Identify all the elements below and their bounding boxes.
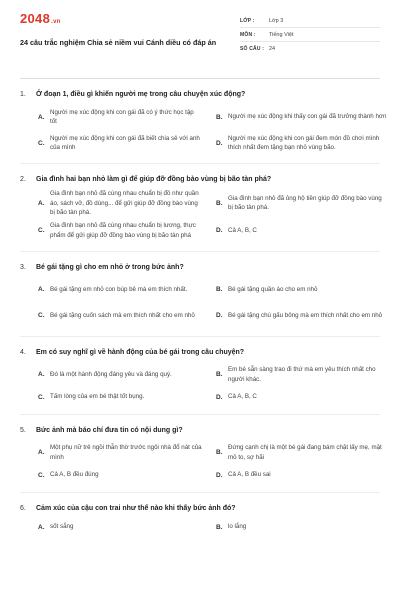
answer-options	[20, 440, 380, 485]
meta-row-subject	[240, 28, 380, 42]
option-letter: B.	[216, 523, 223, 531]
meta-row-class	[240, 14, 380, 28]
answer-options	[20, 518, 380, 537]
question-header	[20, 426, 380, 435]
question-text: Cảm xúc của cậu con trai như thế nào khi thấy bức ảnh đó?	[36, 504, 236, 512]
question-header	[20, 263, 380, 272]
option-b[interactable]	[216, 189, 388, 218]
option-c[interactable]	[20, 130, 208, 156]
option-d[interactable]	[216, 388, 388, 407]
option-d[interactable]	[216, 130, 388, 156]
question-divider	[20, 492, 380, 493]
option-text: Bé gái tặng quần áo cho em nhỏ	[228, 285, 318, 293]
option-letter: A.	[38, 113, 45, 121]
option-letter: C.	[38, 227, 45, 234]
option-letter: C.	[38, 393, 45, 401]
option-text: Đứng cạnh chị là một bé gái đang bám chặt lấy mẹ, mặt mỏ to, sợ hãi	[228, 444, 382, 461]
meta-label: LỚP :	[240, 17, 255, 24]
answer-options	[20, 277, 383, 329]
question-header	[20, 175, 380, 184]
question-divider	[20, 414, 380, 415]
question-6	[20, 504, 380, 537]
answer-options	[20, 362, 380, 407]
option-text: Người mẹ xúc động khi con gái đã biết chia sẻ với anh của mình	[50, 134, 200, 151]
question-text: Bức ảnh mà báo chí đưa tin có nội dung gì?	[36, 426, 183, 434]
option-text: Gia đình bạn nhỏ đã ủng hộ tiền giúp đỡ đồng bào vùng bị bão tàn phá.	[228, 194, 382, 212]
question-2	[20, 175, 380, 252]
question-text: Em có suy nghĩ gì về hành động của bé gái trong câu chuyện?	[36, 348, 245, 356]
question-text: Gia đình hai bạn nhỏ làm gì để giúp đỡ đồng bào vùng bị bão tàn phá?	[36, 176, 272, 183]
worksheet-header	[20, 12, 380, 72]
site-logo[interactable]	[20, 12, 240, 29]
option-letter: D.	[216, 227, 223, 234]
option-letter: B.	[216, 449, 223, 456]
option-text: Một phụ nữ trẻ ngồi thẫn thờ trước ngôi nhà đổ nát của mình	[50, 444, 202, 461]
logo-suffix: .vn	[51, 19, 61, 25]
question-header	[20, 504, 380, 513]
header-left	[20, 12, 240, 48]
question-number: 6.	[20, 504, 26, 512]
question-number: 1.	[20, 91, 26, 98]
option-b[interactable]	[216, 277, 388, 303]
option-letter: D.	[216, 312, 223, 319]
option-text: Người mẹ xúc động khi con gái đã có ý thức học tập tốt	[50, 108, 194, 125]
option-c[interactable]	[20, 303, 208, 329]
option-text: Người mẹ xúc động khi thấy con gái đã trưởng thành hơn	[228, 113, 387, 121]
option-b[interactable]	[216, 440, 388, 466]
option-letter: B.	[216, 286, 223, 293]
option-text: Cả A, B, C	[228, 226, 257, 234]
question-number: 5.	[20, 426, 26, 434]
option-letter: B.	[216, 113, 223, 121]
question-text: Ở đoạn 1, điều gì khiến người mẹ trong câu chuyện xúc động?	[36, 91, 246, 98]
option-letter: C.	[38, 139, 45, 147]
option-text: sốt sắng	[50, 523, 74, 531]
logo-main: 2048	[20, 11, 51, 26]
option-d[interactable]	[216, 466, 388, 485]
option-b[interactable]	[216, 362, 388, 388]
option-c[interactable]	[20, 466, 208, 485]
option-text: lo lắng	[228, 523, 247, 531]
option-letter: B.	[216, 199, 223, 207]
option-c[interactable]	[20, 218, 208, 244]
option-text: Gia đình bạn nhỏ đã cùng nhau chuẩn bị đồ như quần áo, sách vở, đồ dùng... để gửi giúp đỡ đồng bào vùng bị bão tàn phá.	[50, 190, 199, 216]
option-text: Người mẹ xúc động khi con gái đem món đồ chơi mình thích nhất đem tặng bạn nhỏ vùng bão.	[228, 134, 380, 151]
meta-value: Lớp 3	[269, 17, 284, 24]
option-letter: A.	[38, 199, 45, 207]
option-letter: D.	[216, 471, 223, 479]
option-b[interactable]	[216, 104, 388, 130]
option-text: Cả A, B đều sai	[228, 471, 271, 479]
option-letter: D.	[216, 393, 223, 401]
question-1	[20, 90, 387, 164]
question-number: 4.	[20, 348, 26, 356]
meta-label: MÔN :	[240, 31, 256, 38]
header-divider	[20, 78, 380, 79]
answer-options	[20, 104, 387, 156]
option-letter: A.	[38, 286, 45, 293]
option-letter: A.	[38, 449, 45, 456]
meta-row-count	[240, 42, 380, 56]
question-number: 3.	[20, 263, 26, 271]
option-a[interactable]	[20, 104, 208, 130]
question-divider	[20, 163, 380, 164]
option-c[interactable]	[20, 388, 208, 407]
option-text: Đó là một hành động đáng yêu và đáng quý.	[50, 370, 172, 378]
option-a[interactable]	[20, 189, 208, 218]
meta-value: 24	[269, 46, 276, 52]
option-text: Bé gái tặng em nhỏ con búp bê mà em thích nhất.	[50, 285, 188, 293]
question-header	[20, 90, 380, 99]
option-letter: C.	[38, 471, 45, 479]
option-a[interactable]	[20, 440, 208, 466]
question-text: Bé gái tặng gì cho em nhỏ ở trong bức ảnh?	[36, 263, 184, 271]
question-divider	[20, 251, 380, 252]
question-5	[20, 426, 380, 493]
option-text: Cả A, B, C	[228, 393, 257, 401]
option-d[interactable]	[216, 218, 388, 244]
answer-options	[20, 189, 380, 244]
option-text: Gia đình bạn nhỏ đã cùng nhau chuẩn bị lương, thực phẩm để gửi giúp đỡ đồng bào vùng bị bão tàn phá	[50, 222, 196, 239]
option-letter: C.	[38, 312, 45, 319]
option-letter: A.	[38, 523, 45, 531]
question-3	[20, 263, 383, 337]
option-a[interactable]	[20, 518, 208, 537]
meta-label: SỐ CÂU :	[240, 46, 265, 52]
option-a[interactable]	[20, 362, 208, 388]
meta-info-table	[240, 14, 380, 56]
option-letter: D.	[216, 139, 223, 147]
option-text: Em bé sẵn sàng trao đi thứ mà em yêu thích nhất cho người khác.	[228, 366, 376, 383]
option-text: Tấm lòng của em bé thật tốt bụng.	[50, 393, 145, 401]
option-text: Bé gái tặng cuốn sách mà em thích nhất cho em nhỏ	[50, 311, 195, 319]
option-b[interactable]	[216, 518, 388, 537]
meta-value: Tiếng Việt	[269, 31, 294, 38]
question-header	[20, 348, 380, 357]
option-text: Cả A, B đều đúng	[50, 471, 99, 479]
question-number: 2.	[20, 176, 26, 183]
question-divider	[20, 336, 380, 337]
option-a[interactable]	[20, 277, 208, 303]
question-4	[20, 348, 380, 415]
document-title: 24 câu trắc nghiệm Chia sẻ niềm vui Cánh diều có đáp án	[20, 38, 217, 47]
option-text: Bé gái tặng chú gấu bông mà em thích nhất cho em nhỏ	[228, 311, 383, 319]
option-letter: B.	[216, 371, 223, 378]
option-letter: A.	[38, 371, 45, 378]
option-d[interactable]	[216, 303, 388, 329]
